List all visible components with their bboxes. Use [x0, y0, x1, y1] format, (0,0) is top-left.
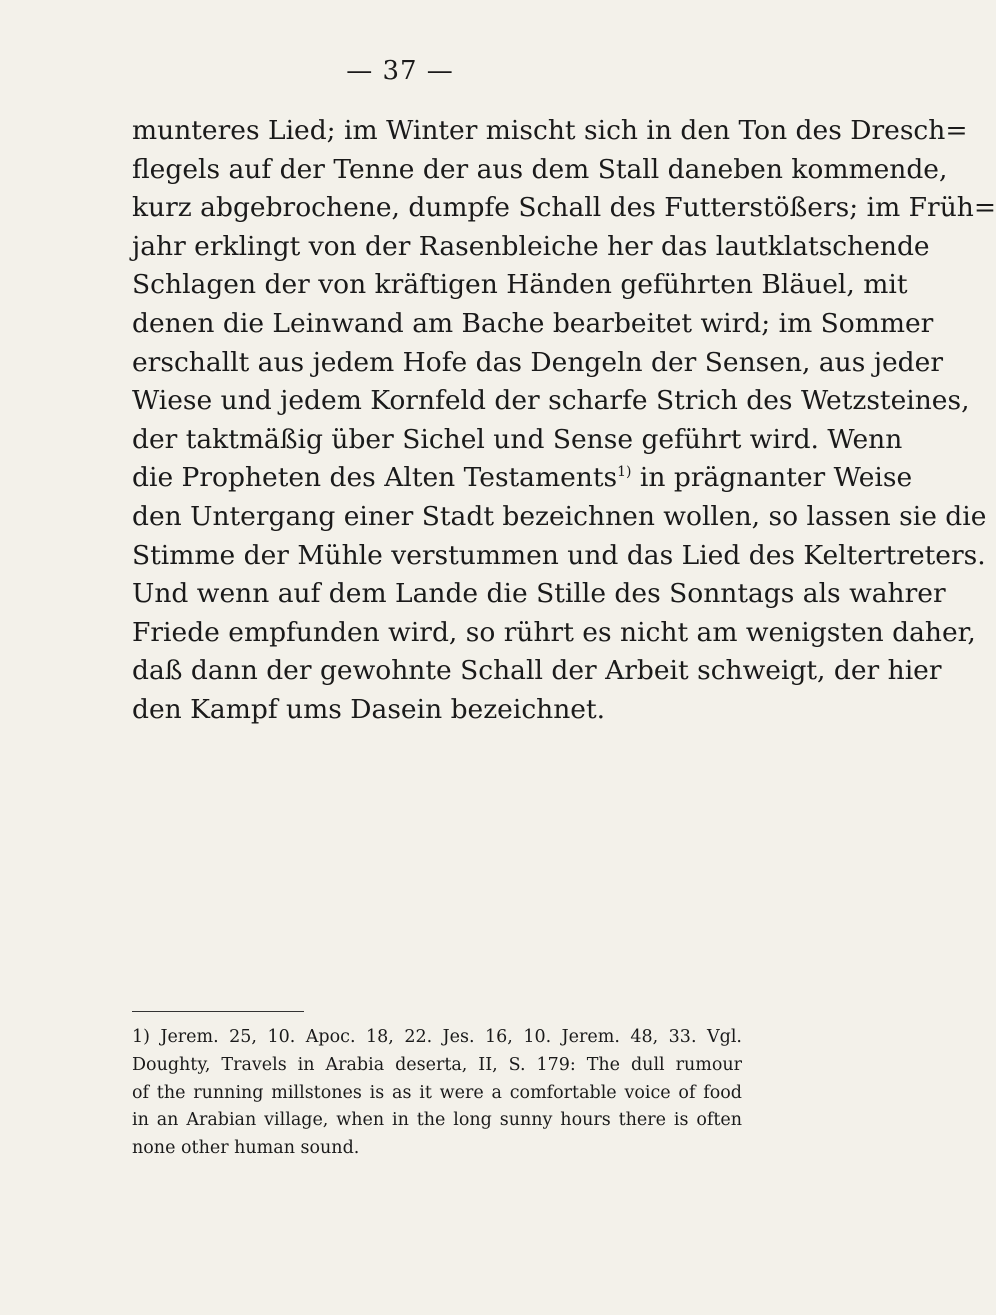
text-segment: in prägnanter Weise: [631, 462, 913, 494]
footnote-line: in an Arabian village, when in the long sunny hours there is often: [132, 1110, 742, 1131]
footnote-reference: 1): [617, 464, 632, 481]
text-segment: die Propheten des Alten Testaments: [132, 462, 618, 494]
footnote-line: Doughty, Travels in Arabia deserta, II, S. 179: The dull rumour: [132, 1054, 742, 1075]
text-line: Friede empfunden wird, so rührt es nicht am wenigsten daher,: [132, 616, 976, 648]
body-text: [132, 112, 996, 730]
text-line: den Kampf ums Dasein bezeichnet.: [132, 693, 606, 725]
text-line: Schlagen der von kräftigen Händen geführten Bläuel, mit: [132, 269, 908, 301]
footnote-divider: [132, 1011, 304, 1012]
text-line: Wiese und jedem Kornfeld der scharfe Strich des Wetzsteines,: [132, 385, 970, 417]
text-line: flegels auf der Tenne der aus dem Stall daneben kommende,: [132, 153, 948, 185]
text-line: den Untergang einer Stadt bezeichnen wollen, so lassen sie die: [132, 500, 987, 532]
text-line: denen die Leinwand am Bache bearbeitet wird; im Sommer: [132, 307, 934, 339]
text-line: kurz abgebrochene, dumpfe Schall des Futterstößers; im Früh=: [132, 192, 996, 224]
text-line: daß dann der gewohnte Schall der Arbeit schweigt, der hier: [132, 655, 942, 687]
text-line-with-footnote-ref: [132, 459, 913, 498]
text-line: jahr erklingt von der Rasenbleiche her das lautklatschende: [132, 230, 930, 262]
text-line: Und wenn auf dem Lande die Stille des Sonntags als wahrer: [132, 578, 946, 610]
page-number: — 37 —: [346, 56, 454, 86]
text-line: erschallt aus jedem Hofe das Dengeln der Sensen, aus jeder: [132, 346, 943, 378]
text-line: der taktmäßig über Sichel und Sense geführt wird. Wenn: [132, 423, 903, 455]
footnotes: [132, 1024, 742, 1163]
text-line: munteres Lied; im Winter mischt sich in den Ton des Dresch=: [132, 115, 968, 146]
text-line: Stimme der Mühle verstummen und das Lied des Keltertreters.: [132, 539, 986, 571]
footnote-line: none other human sound.: [132, 1138, 360, 1159]
footnote-line: 1) Jerem. 25, 10. Apoc. 18, 22. Jes. 16, 10. Jerem. 48, 33. Vgl.: [132, 1027, 742, 1047]
footnote-line: of the running millstones is as it were a comfortable voice of food: [132, 1082, 742, 1103]
